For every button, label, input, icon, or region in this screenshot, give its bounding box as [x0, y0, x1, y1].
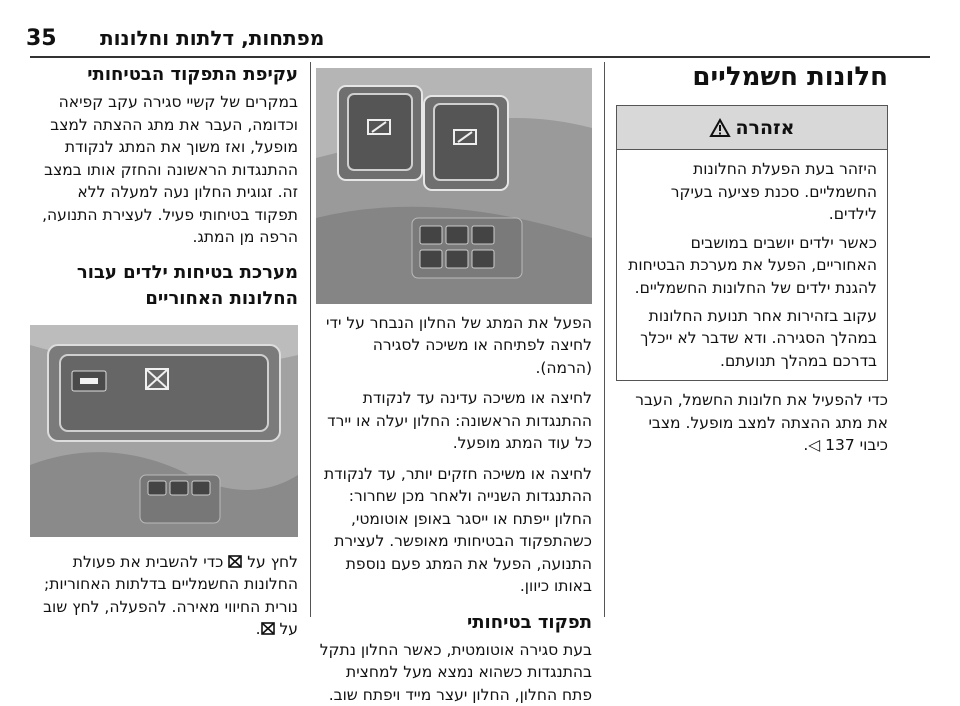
warning-paragraph: כאשר ילדים יושבים במושבים האחוריים, הפעל את מערכת הבטיחות להגנת ילדים של החלונות החשמליים. — [628, 233, 877, 297]
child-lock-text-b: כדי להשבית את פעולת החלונות החשמליים בדלתות האחוריות; נורית החיווי מאירה. להפעלה, לחץ שוב על — [43, 552, 298, 639]
child-lock-illustration — [30, 325, 298, 537]
window-lock-icon — [228, 555, 242, 568]
page-reference-link[interactable]: 137 ◁. — [803, 436, 855, 455]
warning-header — [617, 106, 887, 150]
subsection-title-safety: תפקוד בטיחותי — [466, 611, 592, 633]
warning-box — [616, 105, 888, 381]
window-lock-icon — [261, 622, 275, 635]
subsection-title-override: עקיפת התפקוד הבטיחותי — [87, 64, 298, 85]
ignition-text: כדי להפעיל את חלונות החשמל, העבר את מתג ההצתה למצב מופעל. מצבי כיבוי — [635, 391, 888, 455]
column-divider-left — [310, 62, 311, 617]
middle-column — [316, 62, 592, 706]
child-lock-text-a: לחץ על — [247, 552, 298, 571]
warning-paragraph: עקוב בזהירות אחר תנועת החלונות במהלך הסגירה. ודא שדבר לא ייכלך בדרכם במהלך תנועתם. — [640, 307, 877, 370]
page-header — [0, 0, 960, 54]
warning-label: אזהרה — [735, 116, 795, 139]
section-title-power-windows: חלונות חשמליים — [692, 62, 888, 92]
window-switches-illustration — [316, 68, 592, 304]
body-paragraph: לחץ על כדי להשבית את פעולת החלונות החשמליים בדלתות האחוריות; נורית החיווי מאירה. להפעלה, לחץ שוב על . — [43, 552, 298, 639]
subsection-title-child-lock: מערכת בטיחות ילדים עבור החלונות האחוריים — [76, 262, 298, 309]
body-paragraph: בעת סגירה אוטומטית, כאשר החלון נתקל בהתנגדות כשהוא נמצא מעל למחצית פתח החלון, החלון יעצר מייד ויפתח שוב. — [319, 640, 592, 704]
body-paragraph: לחיצה או משיכה עדינה עד לנקודת ההתנגדות הראשונה: החלון יעלה או יירד כל עוד המתג מופעל. — [327, 389, 592, 453]
header-rule — [30, 56, 930, 58]
body-paragraph: במקרים של קשיי סגירה עקב קפיאה וכדומה, העבר את מתג ההצתה למצב מופעל, ואז משוך את המתג לנקודת ההתנגדות הראשונה והחזק אותו במצב זה. זגוגית החלון נעה למעלה ללא תפקוד בטיחותי פעיל. לעצירת התנועה, הרפה מן המתג. — [42, 93, 298, 246]
body-paragraph: לחיצה או משיכה חזקים יותר, עד לנקודת ההתנגדות השנייה ולאחר מכן שחרור: החלון ייפתח או ייסגר באופן אוטומטי, כשהתפקוד הבטיחותי מאופשר. לעצירת התנועה, הפעל את המתג פעם נוספת באותו כיוון. — [323, 464, 592, 596]
body-paragraph — [616, 389, 888, 456]
child-lock-switch-photo — [30, 325, 298, 537]
window-switches-photo — [316, 68, 592, 304]
running-title: מפתחות, דלתות וחלונות — [100, 26, 325, 50]
warning-triangle-icon — [710, 119, 730, 137]
column-divider-right — [604, 62, 605, 617]
body-paragraph: הפעל את המתג של החלון הנבחר על ידי לחיצה לפתיחה או משיכה לסגירה (הרמה). — [326, 314, 592, 377]
left-column — [30, 62, 298, 641]
warning-body — [617, 150, 887, 380]
page-number: 35 — [26, 26, 57, 51]
warning-paragraph: היזהר בעת הפעלת החלונות החשמליים. סכנת פציעה בעיקר לילדים. — [670, 160, 877, 224]
right-column — [616, 62, 888, 457]
